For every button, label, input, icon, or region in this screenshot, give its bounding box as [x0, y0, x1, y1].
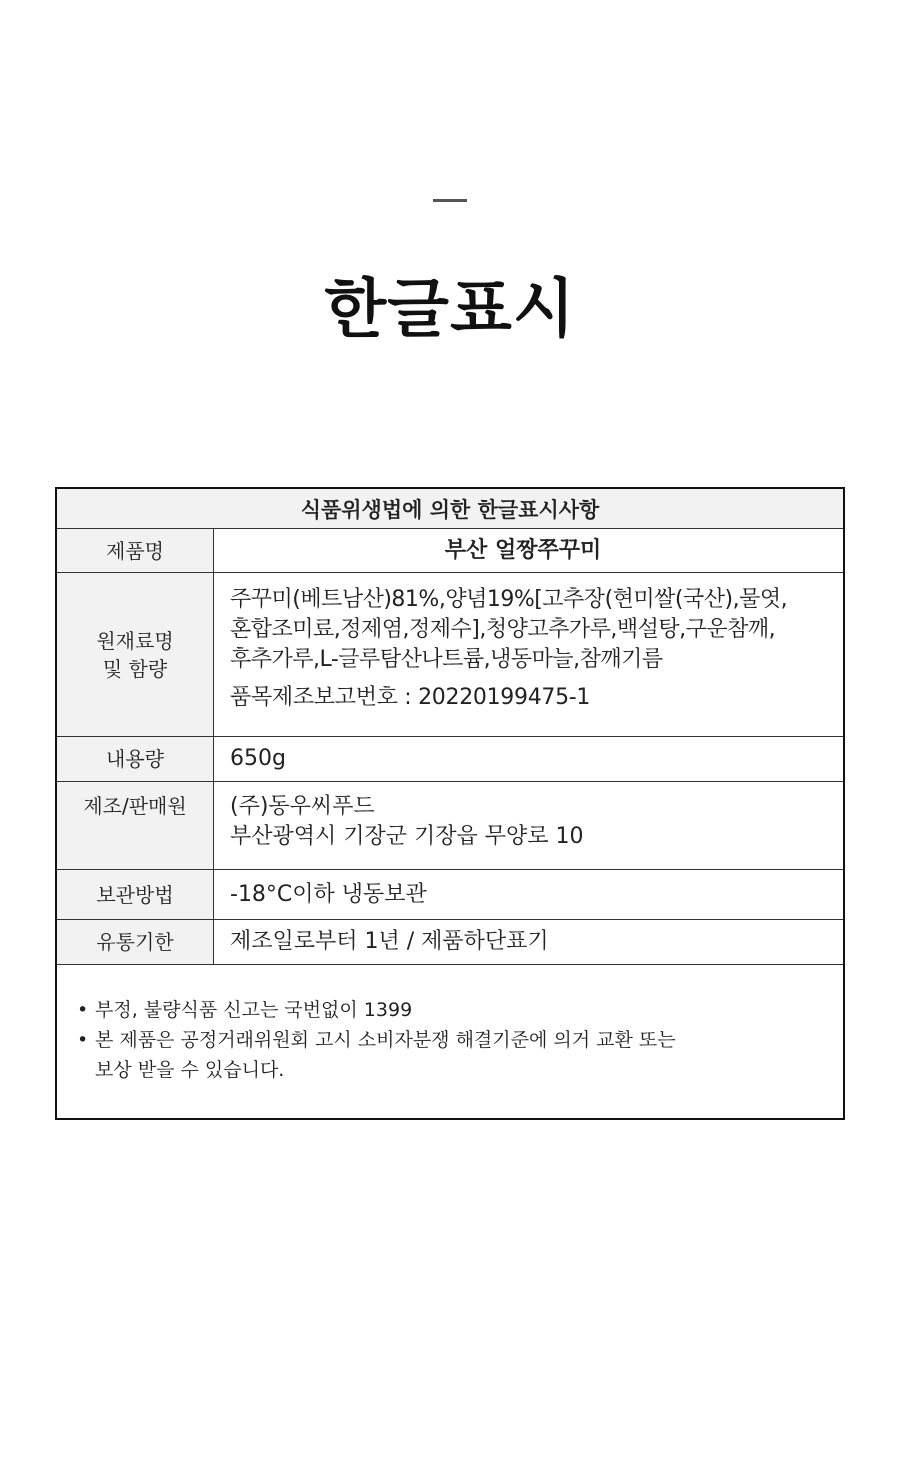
product-name-label: 제품명 — [57, 529, 214, 572]
volume-label: 내용량 — [57, 737, 214, 781]
maker-label: 제조/판매원 — [57, 782, 214, 869]
bullet-icon: • — [77, 999, 89, 1021]
ingredients-label-line2: 및 함량 — [102, 656, 168, 681]
table-row-maker — [57, 782, 843, 870]
page-title: 한글표시 — [324, 273, 576, 347]
ingredients-label-line1: 원재료명 — [96, 628, 174, 653]
storage-label: 보관방법 — [57, 870, 214, 919]
note-text: 부정, 불량식품 신고는 국번없이 1399 — [95, 999, 413, 1021]
maker-name: (주)동우씨푸드 — [230, 794, 375, 819]
table-row-product-name — [57, 529, 843, 573]
note-text-continued: 보상 받을 수 있습니다. — [95, 1059, 285, 1081]
maker-address: 부산광역시 기장군 기장읍 무양로 10 — [230, 824, 584, 849]
table-row-volume — [57, 737, 843, 782]
list-item — [77, 1025, 843, 1085]
table-caption: 식품위생법에 의한 한글표시사항 — [300, 497, 600, 522]
table-row-notes — [57, 965, 843, 1118]
expiry-value: 제조일로부터 1년 / 제품하단표기 — [230, 929, 549, 954]
ingredients-line: 후추가루,L-글루탐산나트륨,냉동마늘,참깨기름 — [230, 647, 663, 672]
korean-label-table — [55, 487, 845, 1120]
storage-value: -18°C이하 냉동보관 — [230, 881, 427, 907]
ingredients-line: 혼합조미료,정제염,정제수],청양고추가루,백설탕,구운참깨, — [230, 617, 776, 642]
expiry-label: 유통기한 — [57, 920, 214, 964]
table-row-storage — [57, 870, 843, 920]
ingredients-text — [230, 585, 831, 675]
table-caption-row — [57, 489, 843, 529]
bullet-icon: • — [77, 1029, 89, 1051]
volume-value: 650g — [230, 746, 286, 771]
table-row-ingredients — [57, 573, 843, 737]
list-item — [77, 995, 843, 1025]
note-text: 본 제품은 공정거래위원회 고시 소비자분쟁 해결기준에 의거 교환 또는 — [95, 1029, 676, 1051]
title-dash-decoration — [433, 199, 467, 202]
ingredients-value — [215, 573, 843, 736]
maker-value — [215, 782, 843, 869]
table-row-expiry — [57, 920, 843, 965]
notes-list — [57, 965, 843, 1085]
report-number: 품목제조보고번호 : 20220199475-1 — [230, 685, 591, 710]
product-name-value: 부산 얼짱쭈꾸미 — [444, 537, 602, 563]
ingredients-line: 주꾸미(베트남산)81%,양념19%[고추장(현미쌀(국산),물엿, — [230, 587, 788, 612]
ingredients-label — [57, 573, 214, 736]
